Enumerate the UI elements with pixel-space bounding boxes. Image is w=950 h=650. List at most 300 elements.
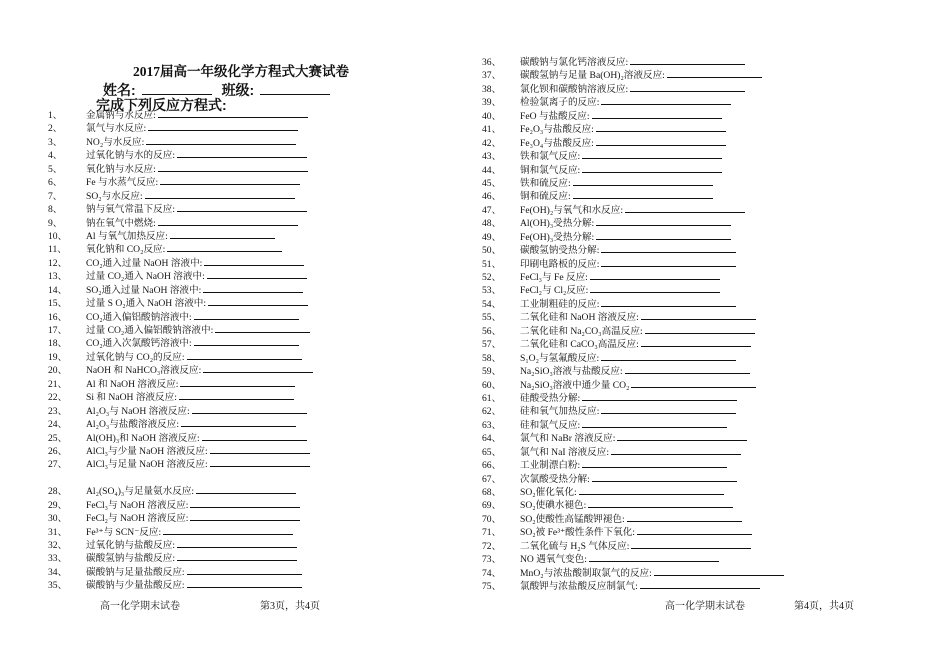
question-item [482,190,784,203]
question-item [48,190,313,203]
answer-blank[interactable] [641,338,751,347]
question-item [48,337,313,350]
question-number: 20、 [48,365,68,377]
question-text: Fe₃O₄与盐酸反应: [520,137,594,149]
question-text: Fe(OH)₃受热分解: [520,231,595,243]
question-text: Fe 与水蒸气反应: [86,177,159,189]
question-text: 二氧化硅和 NaOH 溶液反应: [520,312,639,324]
question-item [48,176,313,189]
question-text: 碳酸氢钠与盐酸反应: [86,553,176,565]
question-number: 32、 [48,540,68,551]
question-text: Al 和 NaOH 溶液反应: [86,378,179,390]
question-number: 42、 [482,137,502,149]
answer-blank[interactable] [596,123,726,132]
question-number: 68、 [482,487,502,498]
answer-blank[interactable] [589,553,719,562]
question-text: 印刷电路板的反应: [520,258,600,270]
question-item [482,567,784,580]
answer-blank[interactable] [630,83,745,92]
question-text: Al 与氧气加热反应: [86,230,168,242]
question-item [482,338,784,351]
question-text: Al₂(SO₄)₃与足量氨水反应: [86,486,195,498]
question-item [482,110,784,123]
question-item [482,150,784,163]
question-number: 10、 [48,230,68,242]
question-item [482,83,784,96]
question-text: SO₂使碘水褪色: [520,500,587,512]
question-number: 8、 [48,204,63,216]
question-number: 55、 [482,312,502,324]
question-number: 56、 [482,325,502,337]
answer-blank[interactable] [582,392,737,401]
answer-blank[interactable] [179,391,294,400]
question-item [48,378,313,391]
answer-blank[interactable] [654,567,784,576]
question-item [48,405,313,418]
question-text: CO₂通入偏铝酸钠溶液中: [86,311,192,323]
question-number: 38、 [482,83,502,95]
answer-blank[interactable] [187,566,302,575]
question-number: 22、 [48,392,68,404]
question-number: 18、 [48,338,68,350]
question-number: 19、 [48,351,68,363]
question-number: 17、 [48,325,68,336]
question-text: 过量 CO₂通入偏铝酸钠溶液中: [86,325,214,336]
question-item [482,96,784,109]
question-item [482,540,784,553]
answer-blank[interactable] [601,405,736,414]
question-number: 43、 [482,151,502,163]
question-text: AlCl₃与足量 NaOH 溶液反应: [86,459,208,471]
question-item [482,231,784,244]
answer-blank[interactable] [617,432,747,441]
answer-blank[interactable] [630,56,745,65]
question-text: Fe₂O₃与盐酸反应: [520,124,594,136]
question-text: Al(OH)₃和 NaOH 溶液反应: [86,432,200,444]
question-text: 二氧化硅和 CaCO₃高温反应: [520,339,639,351]
question-item [48,230,313,243]
question-item [482,217,784,230]
question-text: 工业制漂白粉: [520,460,581,472]
question-text: 氧化钠和 CO₂反应: [86,244,166,256]
question-item [48,163,313,176]
question-item [482,244,784,257]
answer-blank[interactable] [146,136,296,145]
question-text: SO₂催化氧化: [520,487,577,498]
question-text: FeCl₃与 NaOH 溶液反应: [86,499,189,511]
question-number: 36、 [482,57,502,68]
answer-blank[interactable] [163,526,293,535]
question-text: 氯化钡和碳酸钠溶液反应: [520,83,629,95]
footer-right-page: 第4页，共4页 [794,601,854,612]
question-item [482,177,784,190]
question-text: 过量 S O₂通入 NaOH 溶液中: [86,298,207,310]
question-item [48,566,313,579]
answer-blank[interactable] [627,513,742,522]
question-number: 49、 [482,231,502,243]
question-number: 58、 [482,352,502,364]
question-text: 氯酸钾与浓盐酸反应制氯气: [520,581,638,593]
question-text: Na₂SiO₃溶液与盐酸反应: [520,366,623,378]
question-text: CO₂通入次氯酸钙溶液中: [86,338,192,350]
question-item [48,364,313,377]
question-item [482,365,784,378]
question-item [48,458,313,471]
question-text: Al₂O₃与盐酸溶液反应: [86,419,180,431]
question-item [48,539,313,552]
question-number: 60、 [482,379,502,391]
question-number: 62、 [482,406,502,418]
answer-blank[interactable] [210,445,310,454]
question-item [48,149,313,162]
answer-blank[interactable] [194,337,299,346]
question-number: 75、 [482,581,502,593]
question-text: MnO₂与浓盐酸制取氯气的反应: [520,567,652,579]
answer-blank[interactable] [170,230,275,239]
answer-blank[interactable] [596,231,731,240]
answer-blank[interactable] [160,176,300,185]
answer-blank[interactable] [148,122,298,131]
answer-blank[interactable] [177,149,307,158]
question-text: 钠在氧气中燃烧: [86,217,156,229]
answer-blank[interactable] [645,325,755,334]
question-number: 2、 [48,123,63,135]
question-list-left [48,109,313,593]
answer-blank[interactable] [582,419,727,428]
question-number: 61、 [482,392,502,404]
question-number: 16、 [48,311,68,323]
question-number: 72、 [482,540,502,552]
question-item [482,486,784,499]
question-number: 1、 [48,110,63,121]
answer-blank[interactable] [192,405,307,414]
answer-blank[interactable] [631,379,756,388]
question-item [48,418,313,431]
question-number: 14、 [48,284,68,296]
footer-left-title: 高一化学期末试卷 [100,601,180,612]
question-number: 12、 [48,257,68,269]
question-text: Fe(OH)₂与氧气和水反应: [520,204,624,216]
question-number: 52、 [482,272,502,283]
question-item [48,391,313,404]
question-number: 47、 [482,204,502,216]
question-number: 70、 [482,513,502,525]
answer-blank[interactable] [590,271,720,280]
question-item [48,485,313,498]
question-text: Na₂SiO₃溶液中通少量 CO₂ [520,379,630,391]
question-text: 硅和氯气反应: [520,419,581,431]
name-label: 姓名: [103,82,136,98]
question-item [48,499,313,512]
question-text: NO₂与水反应: [86,136,145,148]
question-number: 48、 [482,218,502,230]
answer-blank[interactable] [592,110,722,119]
footer-left-page: 第3页，共4页 [260,601,320,612]
answer-blank[interactable] [596,137,726,146]
answer-blank[interactable] [667,69,762,78]
question-item [482,526,784,539]
question-text: 二氧化硅和 Na₂CO₃高温反应: [520,325,643,337]
question-text: 铁和氯气反应: [520,151,581,163]
question-number: 45、 [482,177,502,189]
answer-blank[interactable] [641,311,756,320]
footer-right-title: 高一化学期末试卷 [665,601,745,612]
question-number: 6、 [48,177,63,189]
question-text: FeCl₂与 NaOH 溶液反应: [86,513,189,525]
question-text: 过氧化钠与 CO₂的反应: [86,351,185,363]
answer-blank[interactable] [145,190,295,199]
question-number: 39、 [482,97,502,109]
answer-blank[interactable] [601,352,736,361]
answer-blank[interactable] [640,580,760,589]
question-text: 氯气和 NaI 溶液反应: [520,446,609,458]
answer-blank[interactable] [187,579,302,588]
question-item [482,459,784,472]
answer-blank[interactable] [194,311,299,320]
question-number: 13、 [48,271,68,283]
question-text: Al(OH)₃受热分解: [520,218,595,230]
question-item [48,284,313,297]
question-number: 7、 [48,190,63,202]
question-number: 71、 [482,527,502,539]
answer-blank[interactable] [596,217,731,226]
answer-blank[interactable] [637,526,752,535]
question-item [48,243,313,256]
question-text: SO₂被 Fe³⁺酸性条件下氧化: [520,527,635,539]
question-text: 铜和氯气反应: [520,164,581,176]
answer-blank[interactable] [601,96,731,105]
class-field[interactable] [260,82,330,95]
question-item [482,446,784,459]
question-item [482,325,784,338]
question-item [482,432,784,445]
question-number: 44、 [482,164,502,176]
question-number: 27、 [48,459,68,471]
question-text: SO₂通入过量 NaOH 溶液中: [86,284,202,296]
question-text: Si 和 NaOH 溶液反应: [86,392,177,404]
name-field[interactable] [142,82,212,95]
question-number: 28、 [48,486,68,498]
answer-blank[interactable] [573,177,713,186]
question-item [482,405,784,418]
question-text: SO₂与水反应: [86,190,143,202]
question-text: SO₂使酸性高锰酸钾褪色: [520,513,625,525]
question-number: 4、 [48,150,63,162]
question-number: 46、 [482,191,502,203]
answer-blank[interactable] [601,244,736,253]
question-number: 66、 [482,460,502,472]
answer-blank[interactable] [180,378,295,387]
answer-blank[interactable] [167,243,282,252]
question-item [48,203,313,216]
answer-blank[interactable] [203,364,313,373]
answer-blank[interactable] [158,163,308,172]
question-item [482,379,784,392]
answer-blank[interactable] [592,473,737,482]
answer-blank[interactable] [187,351,302,360]
answer-blank[interactable] [601,298,736,307]
question-text: 过量 CO₂通入 NaOH 溶液中: [86,271,205,283]
question-number: 53、 [482,285,502,297]
instruction-heading: 完成下列反应方程式: [96,97,227,113]
answer-blank[interactable] [590,284,720,293]
question-item [48,122,313,135]
answer-blank[interactable] [208,297,308,306]
question-text: 氯气与水反应: [86,123,147,135]
spacer [48,472,313,485]
answer-blank[interactable] [204,257,304,266]
answer-blank[interactable] [196,485,296,494]
question-number: 24、 [48,419,68,431]
question-text: 铜和硫反应: [520,191,571,203]
question-item [482,311,784,324]
question-item [48,512,313,525]
question-number: 3、 [48,136,63,148]
question-number: 34、 [48,566,68,578]
answer-blank[interactable] [611,446,741,455]
question-number: 11、 [48,244,67,256]
answer-blank[interactable] [210,458,310,467]
answer-blank[interactable] [588,499,733,508]
question-text: CO₂通入过量 NaOH 溶液中: [86,257,203,269]
question-text: 硅和氧气加热反应: [520,406,600,418]
question-item [48,311,313,324]
exam-title: 2017届高一年级化学方程式大赛试卷 [133,64,349,79]
question-item [482,392,784,405]
answer-blank[interactable] [579,486,724,495]
answer-blank[interactable] [177,203,307,212]
question-number: 57、 [482,339,502,351]
answer-blank[interactable] [158,109,308,118]
question-number: 69、 [482,500,502,512]
question-text: Fe³⁺与 SCN⁻反应: [86,526,162,538]
question-text: 二氧化硫与 H₂S 气体反应: [520,540,630,552]
question-item [482,56,784,69]
question-item [482,284,784,297]
answer-blank[interactable] [582,459,727,468]
question-item [482,473,784,486]
question-text: 过氧化钠与盐酸反应: [86,540,176,551]
question-number: 29、 [48,499,68,511]
question-item [482,258,784,271]
question-item [482,499,784,512]
question-number: 51、 [482,258,502,270]
question-item [48,445,313,458]
answer-blank[interactable] [202,432,307,441]
question-item [48,136,313,149]
question-text: 碳酸钠与足量盐酸反应: [86,566,185,578]
question-text: 碳酸钠与氯化钙溶液反应: [520,57,629,68]
question-item [48,217,313,230]
question-number: 30、 [48,513,68,525]
question-number: 73、 [482,554,502,566]
question-item [48,526,313,539]
question-text: 碳酸氢钠与足量 Ba(OH)₂溶液反应: [520,70,665,82]
question-number: 59、 [482,366,502,378]
question-item [482,580,784,593]
question-number: 63、 [482,419,502,431]
question-number: 25、 [48,432,68,444]
answer-blank[interactable] [601,258,736,267]
question-item [482,352,784,365]
question-text: AlCl₃与少量 NaOH 溶液反应: [86,445,208,457]
answer-blank[interactable] [207,270,307,279]
question-text: 次氯酸受热分解: [520,473,590,485]
question-text: 铁和硫反应: [520,177,571,189]
answer-blank[interactable] [215,324,310,333]
question-text: NaOH 和 NaHCO₃溶液反应: [86,365,202,377]
question-item [48,324,313,337]
answer-blank[interactable] [582,150,722,159]
question-text: S₁O₂与氢氟酸反应: [520,352,600,364]
question-number: 54、 [482,298,502,310]
question-number: 35、 [48,580,68,592]
answer-blank[interactable] [582,164,722,173]
question-number: 31、 [48,526,68,538]
question-text: FeO 与盐酸反应: [520,110,590,122]
question-item [482,137,784,150]
question-text: 氧化钠与水反应: [86,163,156,175]
class-label: 班级: [221,82,255,98]
question-text: 碳酸氢钠受热分解: [520,245,600,257]
question-number: 50、 [482,245,502,257]
answer-blank[interactable] [177,539,297,548]
question-text: 硅酸受热分解: [520,392,581,404]
question-text: 碳酸钠与少量盐酸反应: [86,580,185,592]
question-text: FeCl₂与 Cl₂反应: [520,285,589,297]
answer-blank[interactable] [181,418,296,427]
question-item [48,579,313,592]
question-item [482,298,784,311]
question-number: 5、 [48,163,63,175]
question-item [482,204,784,217]
question-item [48,109,313,122]
question-item [482,553,784,566]
question-text: 过氧化钠与水的反应: [86,150,176,162]
question-number: 9、 [48,217,63,229]
question-item [48,257,313,270]
answer-blank[interactable] [203,284,303,293]
question-text: Al₂O₃与 NaOH 溶液反应: [86,405,190,417]
answer-blank[interactable] [190,499,300,508]
question-item [48,351,313,364]
question-item [48,297,313,310]
question-number: 26、 [48,445,68,457]
question-item [48,270,313,283]
answer-blank[interactable] [625,204,745,213]
question-item [482,513,784,526]
answer-blank[interactable] [158,217,298,226]
answer-blank[interactable] [625,365,750,374]
question-text: NO 遇氧气变色: [520,554,587,566]
answer-blank[interactable] [573,190,713,199]
question-item [482,123,784,136]
question-list-right [482,56,784,594]
question-text: 金属钠与水反应: [86,110,156,121]
question-number: 15、 [48,298,68,310]
question-item [482,69,784,82]
question-number: 33、 [48,553,68,565]
question-item [482,164,784,177]
answer-blank[interactable] [177,552,297,561]
answer-blank[interactable] [190,512,300,521]
question-text: 检验氯离子的反应: [520,97,600,109]
question-text: 工业制粗硅的反应: [520,298,600,310]
question-item [48,552,313,565]
answer-blank[interactable] [631,540,751,549]
question-number: 67、 [482,473,502,485]
question-number: 37、 [482,70,502,82]
